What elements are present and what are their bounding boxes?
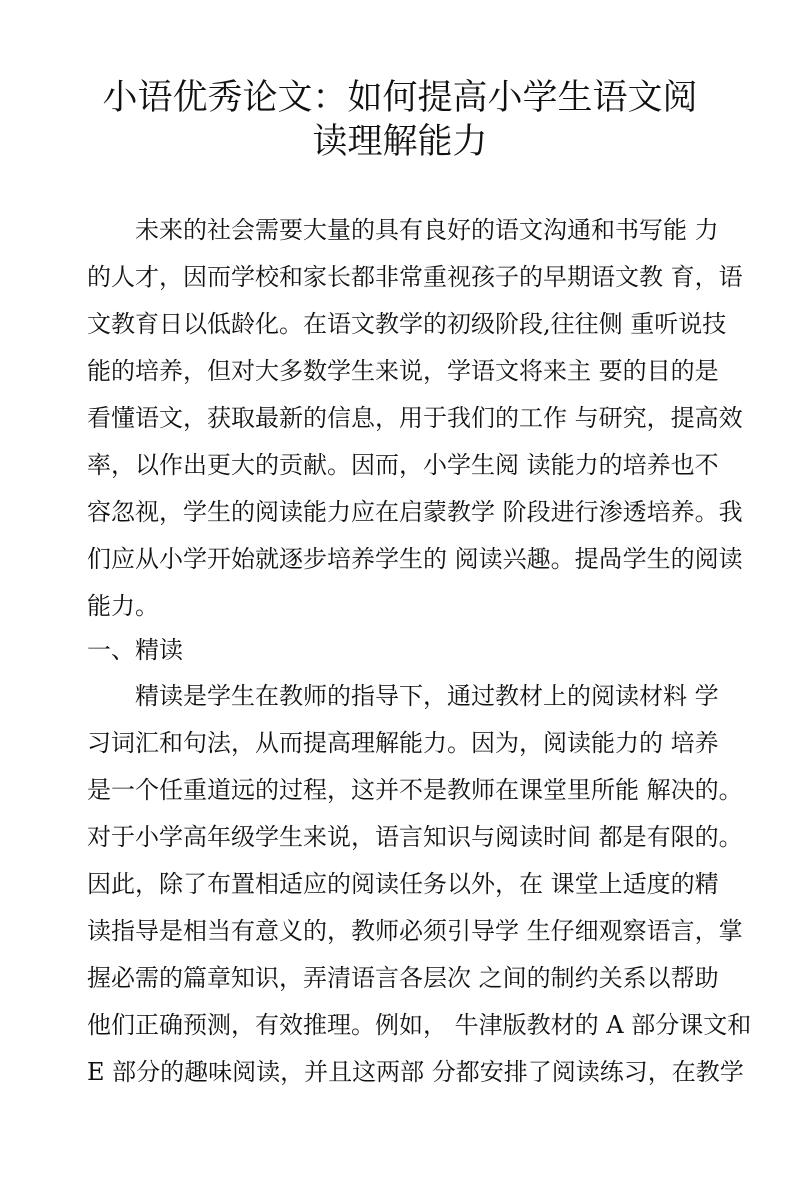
document-title-line-2: 读理解能力 — [312, 122, 488, 162]
paragraph-line: 读指导是相当有意义的，教师必须引导学 生仔细观察语言，掌 — [87, 917, 743, 945]
section-heading: 一、精读 — [87, 636, 183, 664]
paragraph-line: 的人才，因而学校和家长都非常重视孩子的早期语文教 育，语 — [87, 263, 743, 291]
paragraph-line: 握必需的篇章知识，弄清语言各层次 之间的制约关系以帮助 — [87, 964, 719, 992]
paragraph-line: 文教育日以低龄化。在语文教学的初级阶段,往往侧 重听说技 — [87, 310, 727, 338]
paragraph-line: 未来的社会需要大量的具有良好的语文沟通和书写能 力 — [135, 216, 719, 244]
paragraph-line: 能的培养，但对大多数学生来说，学语文将来主 要的目的是 — [87, 357, 719, 385]
paragraph-line: 能力。 — [87, 592, 159, 620]
paragraph-line: 看懂语文，获取最新的信息，用于我们的工作 与研究，提高效 — [87, 404, 743, 432]
paragraph-line: 对于小学高年级学生来说，语言知识与阅读时间 都是有限的。 — [87, 823, 743, 851]
paragraph-line: 率，以作出更大的贡献。因而，小学生阅 读能力的培养也不 — [87, 451, 719, 479]
paragraph-line: 习词汇和句法，从而提高理解能力。因为，阅读能力的 培养 — [87, 729, 719, 757]
paragraph-line: 容忽视，学生的阅读能力应在启蒙教学 阶段进行渗透培养。我 — [87, 498, 743, 526]
paragraph-line: 们应从小学开始就逐步培养学生的 阅读兴趣。提咼学生的阅读 — [87, 545, 743, 573]
paragraph-line: 因此，除了布置相适应的阅读任务以外，在 课堂上适度的精 — [87, 870, 719, 898]
paragraph-line: E 部分的趣味阅读，并且这两部 分都安排了阅读练习，在教学 — [87, 1058, 744, 1086]
document-title-line-1: 小语优秀论文：如何提高小学生语文阅 — [102, 78, 698, 118]
paragraph-line: 他们正确预测，有效推理。例如， 牛津版教材的 A 部分课文和 — [87, 1011, 752, 1039]
paragraph-line: 精读是学生在教师的指导下，通过教材上的阅读材料 学 — [135, 682, 719, 710]
paragraph-line: 是一个任重道远的过程，这并不是教师在课堂里所能 解决的。 — [87, 776, 743, 804]
